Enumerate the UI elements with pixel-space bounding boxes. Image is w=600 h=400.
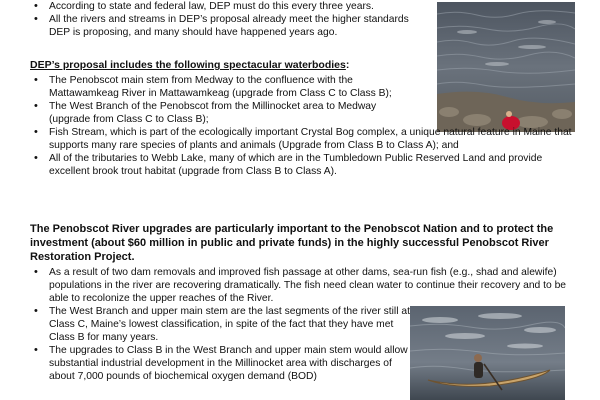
list-item: • According to state and federal law, DEP must do this every three years. — [30, 0, 430, 13]
list-item: • The upgrades to Class B in the West Branch and upper main stem would allow substantial industrial development in the Millinocket area with discharges of about 7,000 pounds of biochemical oxygen demand (BOD) — [30, 344, 414, 383]
waterbodies-heading: DEP’s proposal includes the following spectacular waterbodies: — [30, 59, 350, 71]
canoe-river-image — [410, 306, 565, 400]
intro-list — [30, 0, 430, 39]
list-item: • As a result of two dam removals and improved fish passage at other dams, sea-run fish (e.g., shad and alewife) populations in the river are recovering dramatically. The fish need clean water to continue their recovery and to be able to recolonize the upper reaches of the River. — [30, 266, 575, 305]
list-item: • All of the tributaries to Webb Lake, many of which are in the Tumbledown Public Reserved Land and provide excellent brook trout habitat (upgrade from Class B to Class A). — [30, 152, 575, 178]
list-item: • All the rivers and streams in DEP’s proposal already meet the higher standards DEP is proposing, and many should have happened years ago. — [30, 13, 430, 39]
list-item: • The West Branch of the Penobscot from the Millinocket area to Medway (upgrade from Class C to Class B); — [30, 100, 419, 126]
list-item: • The West Branch and upper main stem are the last segments of the river still at Class C, Maine’s lowest classification, in spite of the fact that they have met Class B for many years. — [30, 305, 414, 344]
list-item: • Fish Stream, which is part of the ecologically important Crystal Bog complex, a unique natural feature in Maine that supports many rare species of plants and animals (Upgrade from Class B to Class A); and — [30, 126, 575, 152]
waterbodies-list — [30, 74, 575, 178]
list-item: • The Penobscot main stem from Medway to the confluence with the Mattawamkeag River in Mattawamkeag (upgrade from Class C to Class B); — [30, 74, 419, 100]
penobscot-heading: The Penobscot River upgrades are particularly important to the Penobscot Nation and to protect the investment (about $60 million in public and private funds) in the highly successful Penobscot River Restoration Project. — [30, 223, 554, 263]
canoe-river-photo — [410, 306, 565, 400]
